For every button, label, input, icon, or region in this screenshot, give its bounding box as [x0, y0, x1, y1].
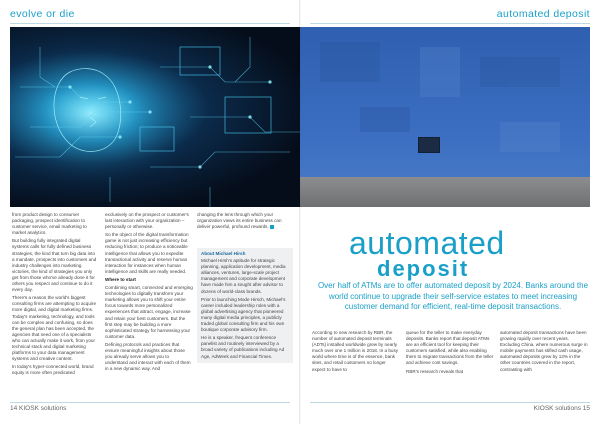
bio-text: Michael Hirsh's aptitude for strategic planning, application development, media alliances, ventures, large-scale project management and corporate development have made him a sought after advisor to dozens of world-class brands. [201, 258, 286, 294]
paragraph: According to new research by RBR, the number of automated deposit terminals (ADTs) installed worldwide grew by nearly much over one 1 million in 2018. In a busy world where time is of the essence, bank sites, and retail customers no longer expect to have to [312, 330, 399, 372]
right-page [300, 0, 600, 424]
paragraph: automated deposit transactions have been growing rapidly over recent years. Excluding China, where numerous surge in mobile payments has stifled cash usage, automated deposits grew by 13% in the other countries covered in the report, contrasting with [500, 330, 588, 372]
page-footer-left: 14 KIOSK solutions [10, 405, 67, 412]
left-column-2 [105, 212, 193, 374]
article-title-line1: automated [349, 225, 505, 261]
section-header: evolve or die [10, 8, 75, 20]
page-gutter [299, 0, 301, 424]
atm-slot [418, 137, 440, 153]
right-column-1 [312, 330, 400, 375]
paragraph: In today's hyper-connected world, brand equity is more often predicated [12, 364, 94, 376]
header-rule [10, 23, 290, 24]
bio-title: About Michael Hirsh [201, 251, 246, 256]
header-rule [310, 23, 590, 24]
paragraph-text: changing the lens through which your organization views its entire business can deliver powerful, profound rewards. [197, 212, 282, 230]
atm-wall-image [300, 27, 590, 207]
footer-rule [310, 402, 590, 403]
subheading: Where to start [105, 276, 136, 282]
end-mark-icon [270, 225, 274, 229]
left-column-1 [12, 212, 98, 378]
pavement [300, 177, 590, 207]
author-bio-box [197, 248, 293, 363]
paragraph: from product design to consumer packaging, prospect identification to customer service, email marketing to market analytics. [12, 212, 87, 236]
paragraph: Defining protocols and practices that ensure meaningful insights about those you already serve allows you to understand and interact with each of them in a new dynamic way. And [105, 341, 191, 372]
article-title-line2: deposit [377, 256, 470, 281]
paragraph: So the object of the digital transformation game is not just increasing efficiency but reducing friction; to produce a noticeable intelligence that allows you to expedite transactional activity and reserve human interaction for instances when human intelligence and skills are really needed. [105, 232, 189, 274]
paragraph [197, 212, 293, 230]
right-column-2 [406, 330, 494, 377]
paragraph: queue for the teller to make everyday deposits. Banks report that deposit ATMs are an efficient tool for keeping their customers satisfied, while also enabling them to migrate transactions from the teller and achieve cost savings. [406, 330, 494, 366]
paragraph: But building fully integrated digital systems calls for fully defined business strategies, the kind that turn big data into a mandate, prospects into customers and industry challenges into marketing victories, the kind of strategies you only get from those who've already done it for others you respect and continue to do it every day. [12, 238, 97, 293]
right-column-3 [500, 330, 590, 375]
section-header: automated deposit [496, 8, 590, 20]
standfirst: Over half of ATMs are to offer automated deposit by 2024. Banks around the world continue to upgrade their self-service estates to meet increasing customer demand for efficient, real-time deposit transactions. [317, 281, 589, 311]
paragraph: Combining smart, connected and emerging technologies to digitally transform your marketing allows you to shift your entire focus towards more personalized experiences that attract, engage, increase and retain your best customers. But the first step may be building a more sophisticated strategy for harnessing your customer data. [105, 285, 193, 339]
left-column-3 [197, 212, 293, 232]
bio-text: He is a speaker, frequent conference panelist and routinely interviewed by a broad variety of publications including Ad Age, AdWeek and Financial Times. [201, 335, 285, 359]
footer-rule [10, 402, 290, 403]
bio-text: Prior to launching Mode Hirsch, Michael's career included leadership roles with a global advertising agency that pioneered many digital media principles, a publicly traded global consulting firm and his own boutique corporate advisory firm. [201, 296, 286, 333]
tech-circuit-image [10, 27, 300, 207]
page-footer-right: KIOSK solutions 15 [533, 405, 590, 412]
paragraph: exclusively on the prospect or customer's last interaction with your organization – personally or otherwise. [105, 212, 189, 230]
paragraph: There's a reason the world's biggest consulting firms are attempting to acquire more digital, and digital marketing firms. Today's marketing, technology, and tools can be complex and confusing, so does the general plan has been accepted, the agencies that need one of a specialists who can actually make it work, from your technical stack and digital marketing platforms to your data management systems and creative content. [12, 295, 97, 362]
circuit-illustration [10, 27, 300, 207]
paragraph: RBR's research reveals that [406, 368, 464, 374]
